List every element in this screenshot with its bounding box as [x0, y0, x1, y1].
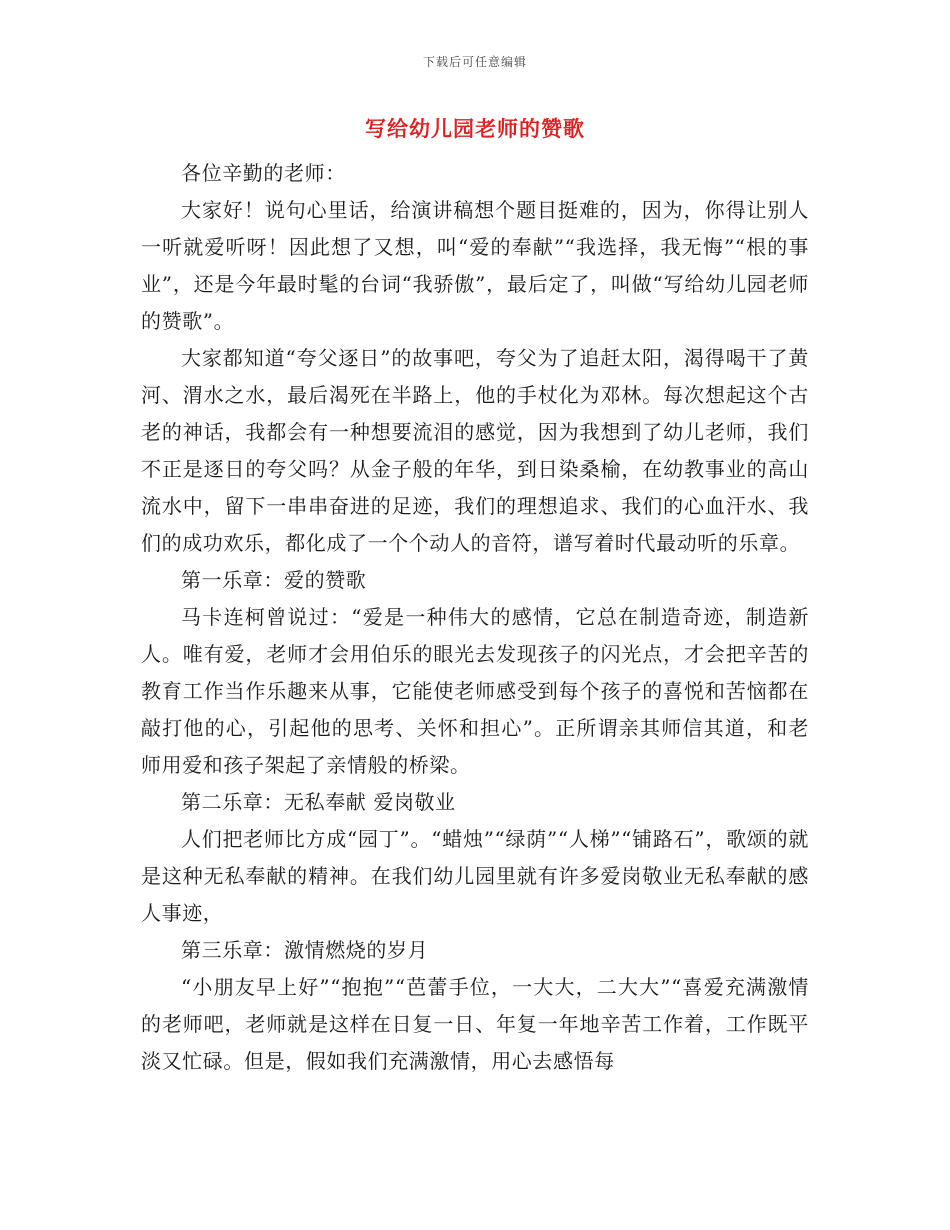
section-heading-1: 第一乐章：爱的赞歌 — [181, 568, 367, 592]
section-text-2: 人们把老师比方成“园丁”。“蜡烛”“绿荫”“人梯”“铺路石”，歌颂的就是这种无私奉献的精神。在我们幼儿园里就有许多爱岗敬业无私奉献的感人事迹， — [141, 827, 809, 925]
document-title: 写给幼儿园老师的赞歌 — [365, 116, 585, 141]
page-header: 下载后可任意编辑 — [422, 55, 527, 69]
section-heading-3: 第三乐章：激情燃烧的岁月 — [181, 938, 429, 962]
document-body — [141, 155, 809, 1080]
salutation: 各位辛勤的老师： — [181, 161, 346, 185]
section-text-3: “小朋友早上好”“抱抱”“芭蕾手位，一大大，二大大”“喜爱充满激情的老师吧，老师就是这样在日复一日、年复一年地辛苦工作着，工作既平淡又忙碌。但是，假如我们充满激情，用心去感悟每 — [141, 975, 809, 1073]
paragraph-greeting: 大家好！说句心里话，给演讲稿想个题目挺难的，因为，你得让别人一听就爱听呀！因此想了又想，叫“爱的奉献”“我选择，我无悔”“根的事业”，还是今年最时髦的台词“我骄傲”，最后定了，叫做“写给幼儿园老师的赞歌”。 — [141, 198, 809, 333]
section-heading-2: 第二乐章：无私奉献 爱岗敬业 — [181, 790, 456, 814]
section-text-1: 马卡连柯曾说过：“爱是一种伟大的感情，它总在制造奇迹，制造新人。唯有爱，老师才会用伯乐的眼光去发现孩子的闪光点，才会把辛苦的教育工作当作乐趣来从事，它能使老师感受到每个孩子的喜悦和苦恼都在敲打他的心，引起他的思考、关怀和担心”。正所谓亲其师信其道，和老师用爱和孩子架起了亲情般的桥梁。 — [141, 605, 809, 777]
paragraph-kuafu: 大家都知道“夸父逐日”的故事吧，夸父为了追赶太阳，渴得喝干了黄河、渭水之水，最后渴死在半路上，他的手杖化为邓林。每次想起这个古老的神话，我都会有一种想要流泪的感觉，因为我想到了幼儿老师，我们不正是逐日的夸父吗？从金子般的年华，到日染桑榆，在幼教事业的高山流水中，留下一串串奋进的足迹，我们的理想追求、我们的心血汗水、我们的成功欢乐，都化成了一个个动人的音符，谱写着时代最动听的乐章。 — [141, 346, 809, 555]
